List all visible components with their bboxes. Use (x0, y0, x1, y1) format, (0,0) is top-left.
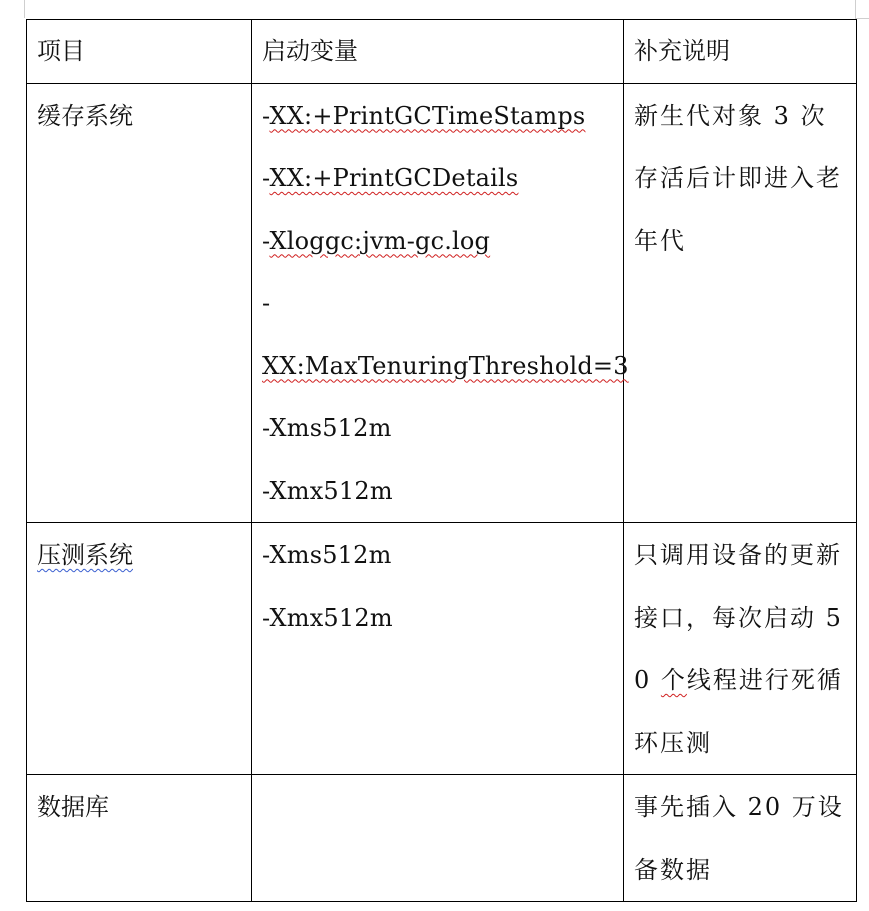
cell-note-database: 事先插入 20 万设备数据 (624, 775, 857, 902)
param-line-xmx: -Xmx512m (262, 603, 393, 632)
param-line (262, 85, 613, 148)
param-line-xmx: -Xmx512m (262, 476, 393, 505)
note-text: 只调用设备的更新接口，每次启动 50 (634, 541, 843, 694)
cell-params-database (252, 775, 624, 902)
param-prefix: - (262, 226, 270, 255)
param-line (262, 210, 613, 273)
param-line-max-tenuring: XX:MaxTenuringThreshold=3 (262, 351, 629, 380)
header-cell-note: 补充说明 (624, 20, 857, 84)
page-crop-mark-right (855, 0, 856, 18)
cell-item-cache-system: 缓存系统 (27, 83, 252, 523)
table-header-row (27, 20, 857, 84)
page-crop-mark-left (24, 0, 25, 18)
cell-params-stress-system (252, 523, 624, 775)
param-line-xms: -Xms512m (262, 541, 392, 569)
cell-params-cache-system (252, 83, 629, 523)
param-prefix: - (262, 164, 270, 192)
table-row-stress-system (27, 523, 857, 775)
cell-note-cache-system: 新生代对象 3 次存活后计即进入老年代 (624, 83, 857, 523)
table-row-database (27, 775, 857, 902)
jvm-config-table (26, 19, 857, 902)
param-prefix: - (262, 101, 270, 130)
note-text-spellcheck: 个 (660, 666, 687, 694)
item-text-grammar: 压测系统 (37, 541, 133, 569)
table-row-cache-system (27, 83, 857, 523)
page-crop-mark-top (855, 18, 869, 19)
note-text: 线程进行死循环压测 (634, 666, 843, 757)
cell-item-database: 数据库 (27, 775, 252, 902)
param-text-spellcheck: XX:+PrintGCTimeStamps (269, 101, 586, 130)
cell-item-stress-system (27, 523, 252, 775)
param-line-dash: - (262, 289, 271, 317)
param-line (262, 147, 613, 210)
param-line-xms: -Xms512m (262, 414, 392, 442)
param-text-spellcheck: XX:+PrintGCDetails (269, 164, 519, 192)
header-cell-params: 启动变量 (252, 20, 624, 84)
param-text-spellcheck: Xloggc:jvm-gc.log (269, 226, 491, 255)
header-cell-item: 项目 (27, 20, 252, 84)
cell-note-stress-system (624, 523, 857, 775)
